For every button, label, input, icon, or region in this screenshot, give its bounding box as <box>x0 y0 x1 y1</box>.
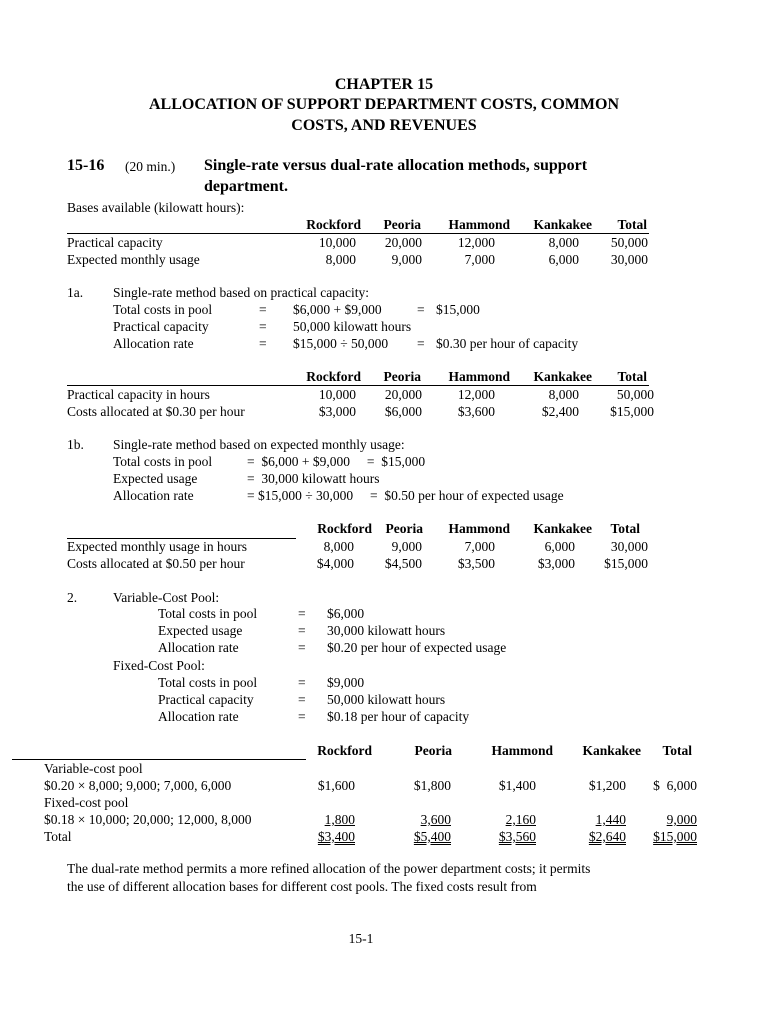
col-header: Kankakee <box>582 743 641 758</box>
calc-expression: = $6,000 + $9,000 = $15,000 <box>247 454 426 469</box>
col-header: Rockford <box>317 521 372 536</box>
cell: 8,000 <box>548 387 579 402</box>
row-label: Fixed-cost pool <box>44 795 129 810</box>
col-header: Total <box>617 369 647 384</box>
calc-value: 50,000 kilowatt hours <box>293 319 412 334</box>
cell: 1,440 <box>595 812 626 827</box>
col-header: Rockford <box>306 369 361 384</box>
cell: 20,000 <box>384 387 422 402</box>
col-header: Total <box>610 521 640 536</box>
rule <box>12 759 306 760</box>
row-label: Variable-cost pool <box>44 761 143 776</box>
cell: 12,000 <box>457 235 495 250</box>
cell: $3,000 <box>537 556 575 571</box>
cell: 50,000 <box>616 387 654 402</box>
calc-label: Practical capacity <box>158 692 254 707</box>
rule <box>67 233 649 234</box>
part-number: 1a. <box>67 285 84 300</box>
cell: $2,400 <box>541 404 579 419</box>
calc-result: $0.30 per hour of capacity <box>436 336 579 351</box>
part-heading: Single-rate method based on expected monthly usage: <box>113 437 405 452</box>
cell: $3,400 <box>317 829 355 844</box>
cell: 30,000 <box>610 539 648 554</box>
calc-label: Total costs in pool <box>158 675 258 690</box>
calc-value: $0.20 per hour of expected usage <box>327 640 507 655</box>
calc-label: Allocation rate <box>158 640 239 655</box>
row-label: Practical capacity in hours <box>67 387 210 402</box>
col-header: Kankakee <box>533 369 592 384</box>
calc-label: Allocation rate <box>158 709 239 724</box>
row-label: Practical capacity <box>67 235 163 250</box>
cell: $1,200 <box>588 778 626 793</box>
calc-label: Allocation rate <box>113 488 194 503</box>
pool-heading: Fixed-Cost Pool: <box>113 658 205 673</box>
row-calc: $0.18 × 10,000; 20,000; 12,000, 8,000 <box>44 812 252 827</box>
cell: 10,000 <box>318 387 356 402</box>
equals: = <box>259 319 267 334</box>
cell: 2,160 <box>505 812 536 827</box>
equals: = <box>417 336 425 351</box>
calc-label: Expected usage <box>158 623 243 638</box>
cell: 7,000 <box>464 539 495 554</box>
calc-label: Allocation rate <box>113 336 194 351</box>
row-label: Expected monthly usage <box>67 252 200 267</box>
explanation-paragraph-line2: the use of different allocation bases for different cost pools. The fixed costs result from <box>67 879 537 894</box>
chapter-number: CHAPTER 15 <box>334 76 434 93</box>
cell: $1,600 <box>317 778 355 793</box>
cell: 50,000 <box>610 235 648 250</box>
cell: 30,000 <box>610 252 648 267</box>
calc-label: Total costs in pool <box>158 606 258 621</box>
row-label: Costs allocated at $0.30 per hour <box>67 404 245 419</box>
calc-label: Total costs in pool <box>113 454 213 469</box>
cell: 8,000 <box>323 539 354 554</box>
cell: $6,000 <box>384 404 422 419</box>
calc-value: 30,000 kilowatt hours <box>327 623 446 638</box>
problem-title-line2: department. <box>204 178 288 195</box>
col-header: Hammond <box>491 743 553 758</box>
cell: $5,400 <box>413 829 451 844</box>
rule <box>67 385 649 386</box>
col-header: Hammond <box>448 521 510 536</box>
col-header: Kankakee <box>533 217 592 232</box>
problem-time: (20 min.) <box>125 159 176 174</box>
col-header: Hammond <box>448 217 510 232</box>
cell: $1,400 <box>498 778 536 793</box>
problem-number: 15-16 <box>67 157 105 174</box>
row-label: Total <box>44 829 72 844</box>
equals: = <box>298 675 306 690</box>
cell: 12,000 <box>457 387 495 402</box>
cell: 1,800 <box>324 812 355 827</box>
col-header: Hammond <box>448 369 510 384</box>
equals: = <box>298 709 306 724</box>
cell: 6,000 <box>548 252 579 267</box>
bases-label: Bases available (kilowatt hours): <box>67 200 245 215</box>
chapter-title-line1: ALLOCATION OF SUPPORT DEPARTMENT COSTS, COMMON <box>148 96 620 113</box>
part-number: 1b. <box>67 437 84 452</box>
problem-title-line1: Single-rate versus dual-rate allocation methods, support <box>204 157 588 174</box>
cell: $3,000 <box>318 404 356 419</box>
col-header: Rockford <box>306 217 361 232</box>
cell: $4,500 <box>384 556 422 571</box>
cell: $2,640 <box>588 829 626 844</box>
col-header: Peoria <box>383 217 421 232</box>
calc-value: $6,000 <box>327 606 365 621</box>
calc-expression: = $15,000 ÷ 30,000 = $0.50 per hour of expected usage <box>247 488 564 503</box>
col-header: Peoria <box>383 369 421 384</box>
cell: 9,000 <box>391 539 422 554</box>
cell: $15,000 <box>604 556 648 571</box>
equals: = <box>417 302 425 317</box>
cell: $3,600 <box>457 404 495 419</box>
equals: = <box>298 623 306 638</box>
pool-heading: Variable-Cost Pool: <box>113 590 220 605</box>
calc-result: $15,000 <box>436 302 480 317</box>
equals: = <box>298 606 306 621</box>
chapter-title-line2: COSTS, AND REVENUES <box>291 117 477 134</box>
equals: = <box>259 302 267 317</box>
col-header: Total <box>662 743 692 758</box>
part-number: 2. <box>67 590 78 605</box>
col-header: Peoria <box>385 521 423 536</box>
cell: 9,000 <box>391 252 422 267</box>
cell: 10,000 <box>318 235 356 250</box>
cell: $3,500 <box>457 556 495 571</box>
explanation-paragraph-line1: The dual-rate method permits a more refined allocation of the power department costs; it permits <box>67 861 591 876</box>
col-header: Kankakee <box>533 521 592 536</box>
cell: $ 6,000 <box>653 778 697 793</box>
col-header: Peoria <box>414 743 452 758</box>
cell: $15,000 <box>653 829 697 844</box>
cell: 20,000 <box>384 235 422 250</box>
cell: 7,000 <box>464 252 495 267</box>
row-label: Expected monthly usage in hours <box>67 539 247 554</box>
calc-label: Expected usage <box>113 471 198 486</box>
calc-value: $15,000 ÷ 50,000 <box>293 336 389 351</box>
page-number: 15-1 <box>348 931 374 946</box>
row-label: Costs allocated at $0.50 per hour <box>67 556 245 571</box>
cell: 3,600 <box>420 812 451 827</box>
calc-expression: = 30,000 kilowatt hours <box>247 471 380 486</box>
cell: $1,800 <box>413 778 451 793</box>
col-header: Total <box>617 217 647 232</box>
row-calc: $0.20 × 8,000; 9,000; 7,000, 6,000 <box>44 778 232 793</box>
calc-label: Total costs in pool <box>113 302 213 317</box>
calc-value: $0.18 per hour of capacity <box>327 709 470 724</box>
cell: 9,000 <box>666 812 697 827</box>
cell: 8,000 <box>548 235 579 250</box>
equals: = <box>298 640 306 655</box>
equals: = <box>298 692 306 707</box>
calc-value: $6,000 + $9,000 <box>293 302 382 317</box>
cell: $3,560 <box>498 829 536 844</box>
cell: $4,000 <box>316 556 354 571</box>
equals: = <box>259 336 267 351</box>
cell: $15,000 <box>610 404 654 419</box>
cell: 8,000 <box>325 252 356 267</box>
calc-value: 50,000 kilowatt hours <box>327 692 446 707</box>
calc-label: Practical capacity <box>113 319 209 334</box>
col-header: Rockford <box>317 743 372 758</box>
cell: 6,000 <box>544 539 575 554</box>
part-heading: Single-rate method based on practical capacity: <box>113 285 370 300</box>
calc-value: $9,000 <box>327 675 365 690</box>
